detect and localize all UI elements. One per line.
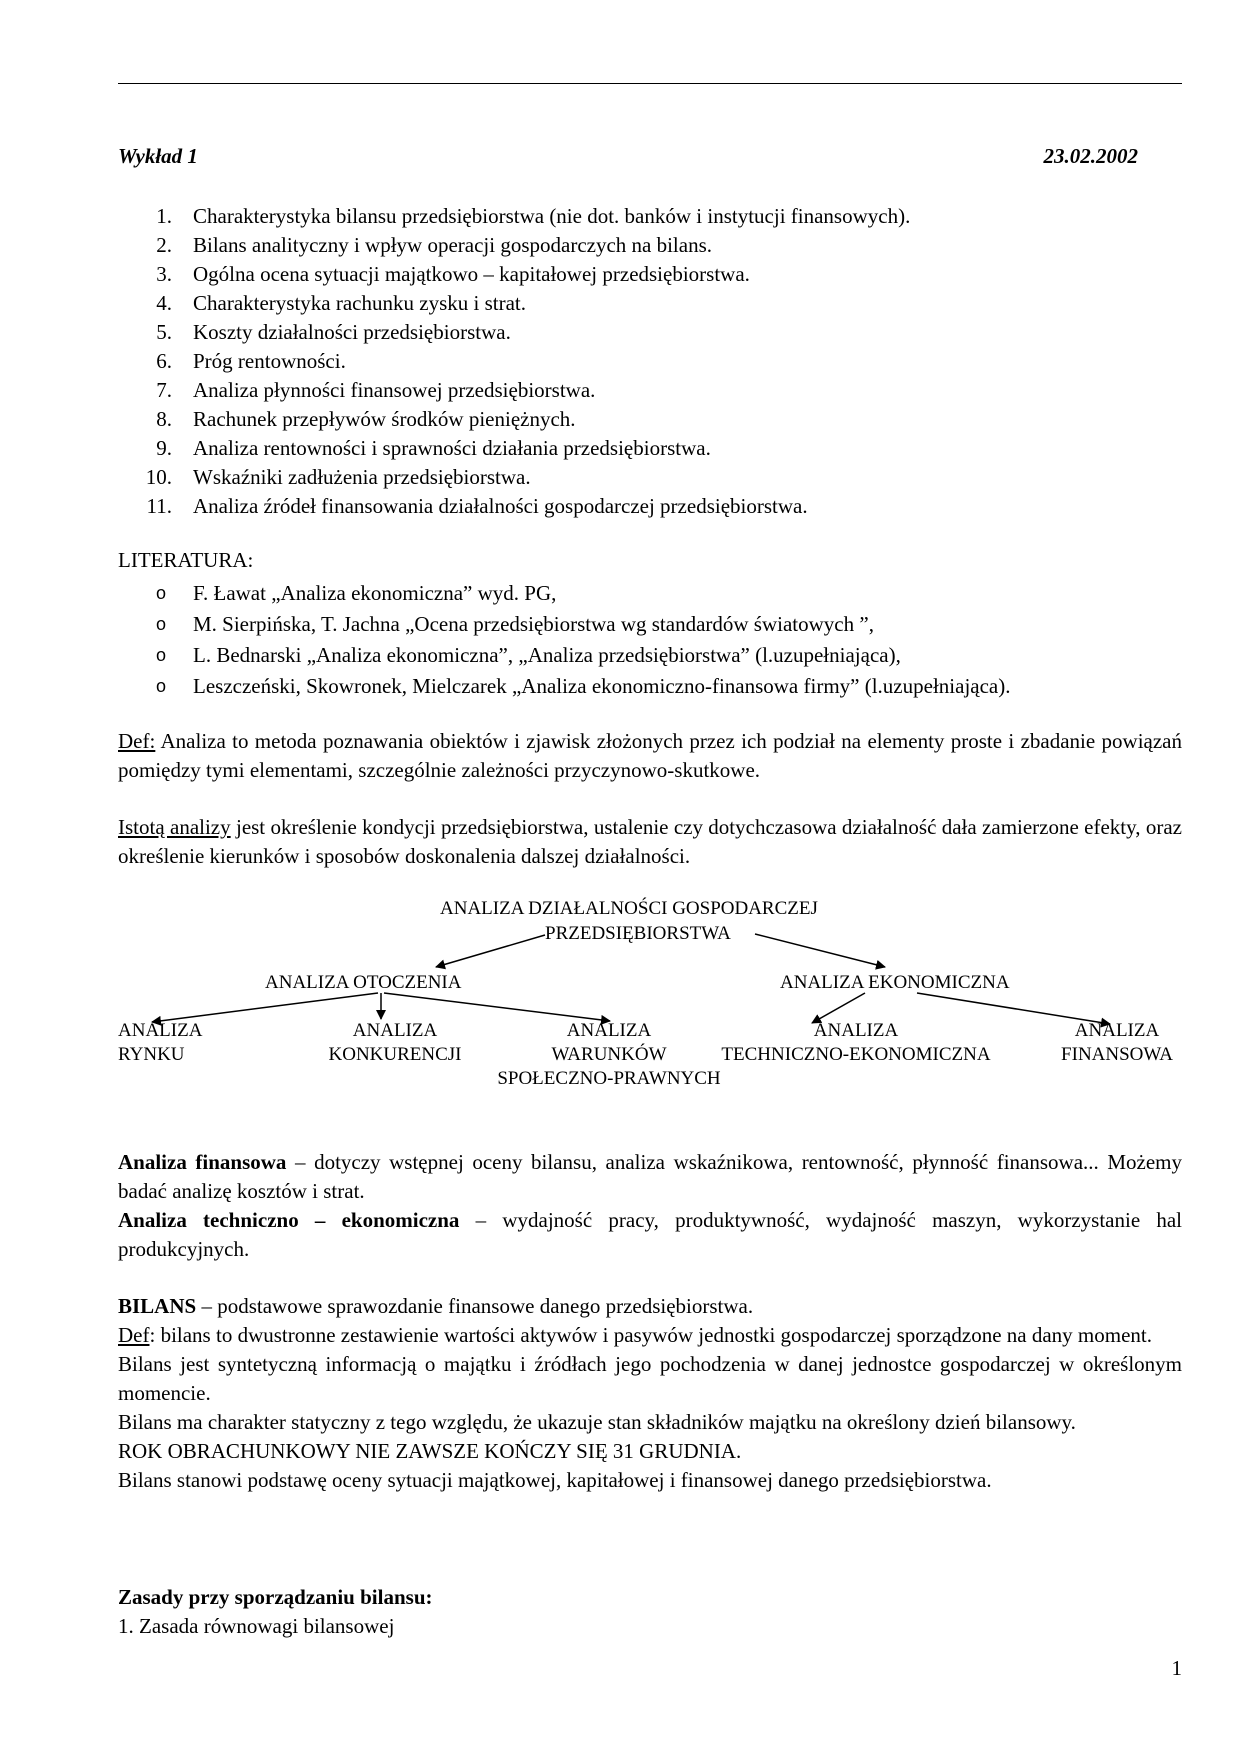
bilans-def-label: Def [118,1323,150,1347]
lecture-header [118,144,1138,169]
diagram-root-line1: ANALIZA DZIAŁALNOŚCI GOSPODARCZEJ [440,898,818,919]
list-item: 11. Analiza źródeł finansowania działalności gospodarczej przedsiębiorstwa. [146,494,808,518]
page-number: 1 [1171,1656,1182,1680]
diagram-techniczno: ANALIZA TECHNICZNO-EKONOMICZNA [721,1020,991,1065]
diagram-ekonomiczna: ANALIZA EKONOMICZNA [780,972,1010,993]
bullet-icon: o [156,614,167,634]
bilans-label: BILANS [118,1294,197,1318]
list-item: o M. Sierpińska, T. Jachna „Ocena przedsiębiorstwa wg standardów światowych ”, [118,609,1182,640]
list-item: 1. Charakterystyka bilansu przedsiębiorstwa (nie dot. banków i instytucji finansowych). [156,204,911,228]
diagram-otoczenie: ANALIZA OTOCZENIA [265,972,462,993]
arrow-to-ekonomiczna [755,934,885,967]
principles-title: Zasady przy sporządzaniu bilansu: [118,1585,433,1609]
technical-analysis-paragraph: Analiza techniczno – ekonomiczna – wydajność pracy, produktywność, wydajność maszyn, wykorzystanie hal produkcyjnych. [118,1208,1182,1261]
definition-paragraph: Def: Analiza to metoda poznawania obiektów i zjawisk złożonych przez ich podział na elementy proste i zbadanie powiązań pomiędzy tymi elementami, szczególnie zależności przyczynowo-skutkowe. [118,729,1182,782]
essence-paragraph: Istotą analizy jest określenie kondycji przedsiębiorstwa, ustalenie czy dotychczasowa działalność dała zamierzone efekty, oraz określenie kierunków i sposobów doskonalenia dalszej działalności. [118,815,1182,868]
arrow-to-rynku [152,993,378,1022]
technical-analysis-label: Analiza techniczno – ekonomiczna [118,1208,460,1232]
list-item: o L. Bednarski „Analiza ekonomiczna”, „Analiza przedsiębiorstwa” (l.uzupełniająca), [118,640,1182,671]
list-item: 5. Koszty działalności przedsiębiorstwa. [156,320,511,344]
topics-list [118,202,1182,521]
lecture-title: Wykład 1 [118,144,198,168]
diagram-root-line2: PRZEDSIĘBIORSTWA [545,923,731,944]
definition-label: Def: [118,729,156,753]
arrow-to-otoczenie [436,935,545,967]
diagram-konkurencji: ANALIZA KONKURENCJI [328,1020,462,1065]
list-item: o F. Ławat „Analiza ekonomiczna” wyd. PG, [118,578,1182,609]
list-item: 10. Wskaźniki zadłużenia przedsiębiorstwa. [145,465,531,489]
principles-section [118,1583,1182,1641]
essence-label: Istotą analizy [118,815,231,839]
diagram-warunkow: ANALIZA WARUNKÓW SPOŁECZNO-PRAWNYCH [497,1020,721,1089]
list-item: 6. Próg rentowności. [156,349,346,373]
financial-analysis-paragraph: Analiza finansowa – dotyczy wstępnej oceny bilansu, analiza wskaźnikowa, rentowność, płynność finansowa... Możemy badać analizę kosztów i strat. [118,1150,1182,1203]
list-item: 2. Bilans analityczny i wpływ operacji gospodarczych na bilans. [156,233,713,257]
header-rule [118,83,1182,84]
principle-item: 1. Zasada równowagi bilansowej [118,1614,395,1638]
diagram-rynku: ANALIZA RYNKU [118,1020,203,1065]
bullet-icon: o [156,676,167,696]
bullet-icon: o [156,645,167,665]
list-item: 3. Ogólna ocena sytuacji majątkowo – kapitałowej przedsiębiorstwa. [156,262,750,286]
financial-analysis-label: Analiza finansowa [118,1150,287,1174]
diagram-finansowa: ANALIZA FINANSOWA [1061,1020,1173,1065]
list-item: 9. Analiza rentowności i sprawności działania przedsiębiorstwa. [156,436,711,460]
list-item: 4. Charakterystyka rachunku zysku i strat. [156,291,526,315]
lecture-date: 23.02.2002 [1043,144,1138,168]
bullet-icon: o [156,583,167,603]
bilans-paragraph: BILANS – podstawowe sprawozdanie finansowe danego przedsiębiorstwa. Def: bilans to dwustronne zestawienie wartości aktywów i pasywów jednostki gospodarczej sporządzone na dany moment. Bilans jest syntetyczną informacją o majątku i źródłach jego pochodzenia w danej jednostce gospodarczej w określonym momencie. Bilans ma charakter statyczny z tego względu, że ukazuje stan składników majątku na określony dzień bilansowy. ROK OBRACHUNKOWY NIE ZAWSZE KOŃCZY SIĘ 31 GRUDNIA. Bilans stanowi podstawę oceny sytuacji majątkowej, kapitałowej i finansowej danego przedsiębiorstwa. [118,1294,1182,1492]
arrow-to-warunkow [384,993,610,1021]
literature-list [118,578,1182,702]
literature-title: LITERATURA: [118,548,254,572]
list-item: 7. Analiza płynności finansowej przedsiębiorstwa. [156,378,596,402]
list-item: 8. Rachunek przepływów środków pieniężnych. [156,407,576,431]
list-item: o Leszczeński, Skowronek, Mielczarek „Analiza ekonomiczno-finansowa firmy” (l.uzupełniająca). [118,671,1182,702]
analysis-diagram [0,895,1240,1095]
